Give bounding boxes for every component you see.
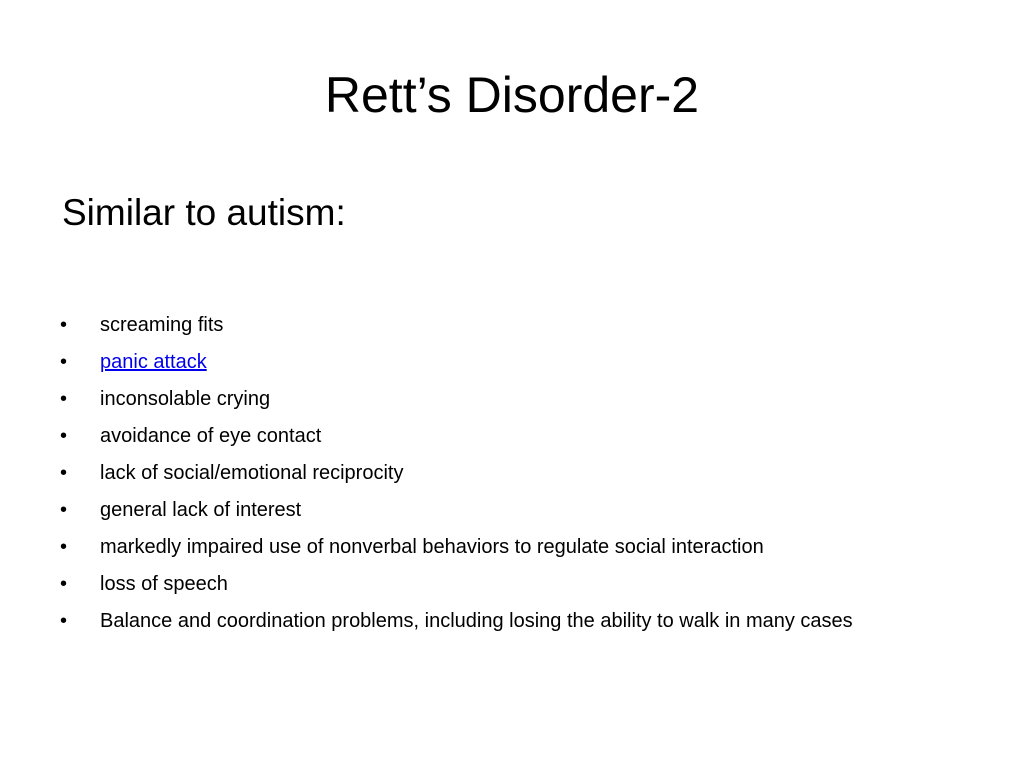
bullet-text: inconsolable crying: [100, 388, 271, 410]
bullet-list: [60, 310, 960, 643]
bullet-item: [60, 569, 960, 600]
bullet-icon: •: [60, 536, 68, 558]
bullet-icon: •: [60, 499, 68, 521]
bullet-icon: •: [60, 388, 68, 410]
bullet-item: [60, 606, 960, 637]
bullet-item: [60, 347, 960, 378]
slide-subtitle: Similar to autism:: [62, 192, 346, 233]
slide-title: Rett’s Disorder-2: [324, 67, 700, 123]
bullet-text: Balance and coordination problems, including losing the ability to walk in many cases: [100, 610, 853, 632]
bullet-icon: •: [60, 610, 68, 632]
bullet-item: [60, 310, 960, 341]
bullet-text: loss of speech: [100, 573, 228, 595]
bullet-icon: •: [60, 425, 68, 447]
bullet-icon: •: [60, 314, 68, 336]
bullet-item: [60, 495, 960, 526]
panic-attack-link[interactable]: panic attack: [100, 351, 207, 373]
bullet-icon: •: [60, 573, 68, 595]
bullet-text: screaming fits: [100, 314, 224, 336]
bullet-item: [60, 384, 960, 415]
bullet-icon: •: [60, 351, 68, 373]
bullet-text: general lack of interest: [100, 499, 302, 521]
bullet-item: [60, 458, 960, 489]
bullet-item: [60, 421, 960, 452]
bullet-item: [60, 532, 960, 563]
bullet-text: avoidance of eye contact: [100, 425, 322, 447]
bullet-icon: •: [60, 462, 68, 484]
bullet-text: lack of social/emotional reciprocity: [100, 462, 404, 484]
bullet-text: markedly impaired use of nonverbal behaviors to regulate social interaction: [100, 536, 764, 558]
